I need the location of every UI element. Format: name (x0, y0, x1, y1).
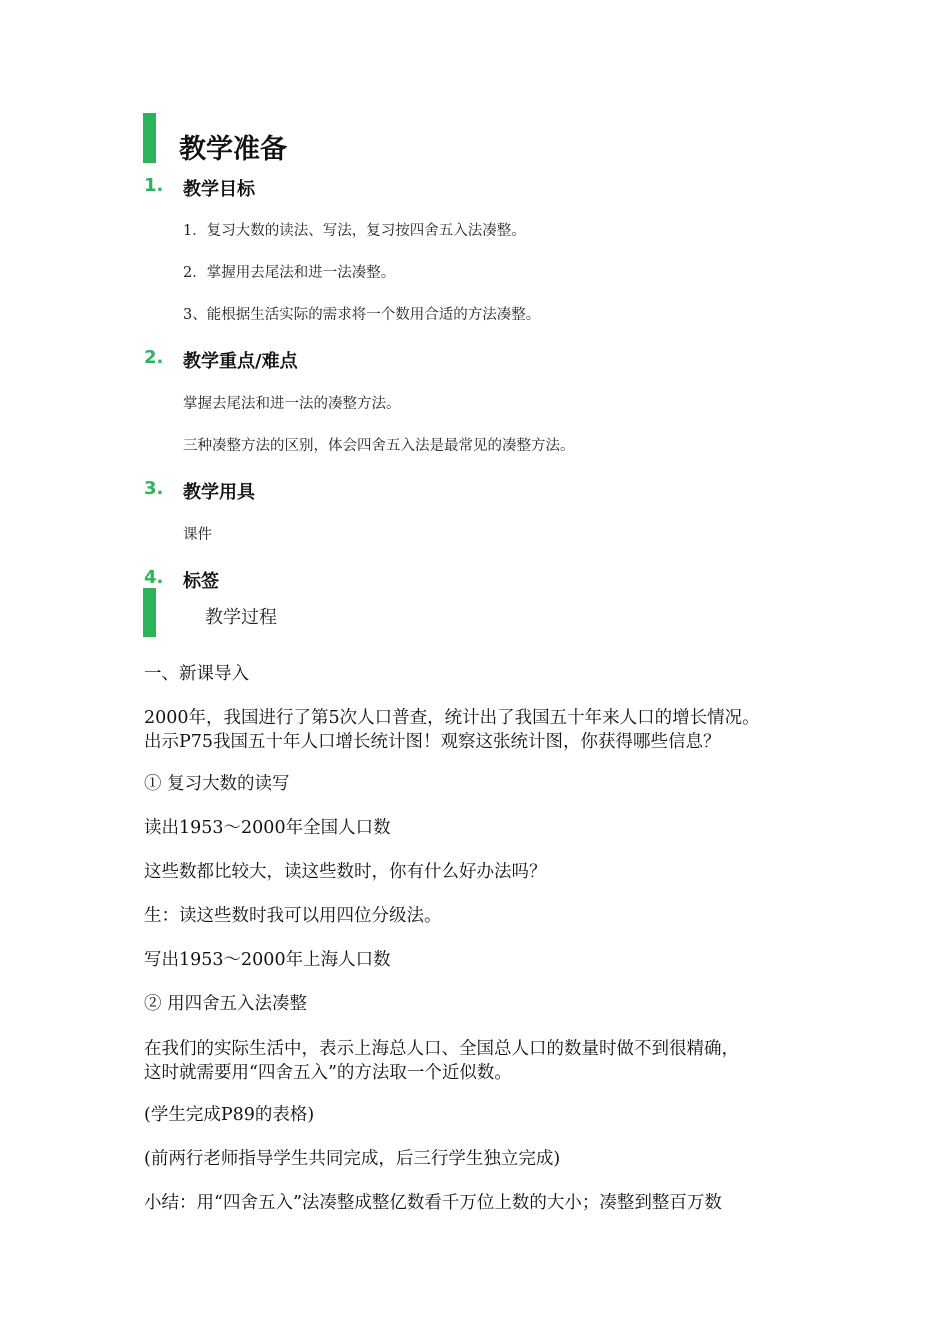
goal-item: 2．掌握用去尾法和进一法凑整。 (183, 265, 396, 281)
body-paragraph: 2000年，我国进行了第5次人口普查，统计出了我国五十年来人口的增长情况。 (144, 708, 760, 728)
body-paragraph: 小结：用“四舍五入”法凑整成整亿数看千万位上数的大小；凑整到整百万数 (144, 1193, 722, 1213)
body-paragraph: 在我们的实际生活中，表示上海总人口、全国总人口的数量时做不到很精确， (144, 1039, 739, 1059)
goal-item: 3、能根据生活实际的需求将一个数用合适的方法凑整。 (183, 307, 541, 323)
section-heading-goals: 教学目标 (183, 179, 255, 200)
goal-item: 1．复习大数的读法、写法，复习按四舍五入法凑整。 (183, 223, 526, 239)
process-title: 教学过程 (205, 607, 277, 628)
body-paragraph: ② 用四舍五入法凑整 (144, 994, 308, 1014)
body-paragraph: ① 复习大数的读写 (144, 774, 290, 794)
body-paragraph: 这时就需要用“四舍五入”的方法取一个近似数。 (144, 1063, 512, 1083)
section-heading-tools: 教学用具 (183, 482, 255, 503)
section-number-1: 1. (144, 175, 164, 196)
body-paragraph: (前两行老师指导学生共同完成，后三行学生独立完成) (144, 1149, 561, 1169)
tools-text: 课件 (183, 527, 212, 543)
keypoint-item: 掌握去尾法和进一法的凑整方法。 (183, 396, 401, 412)
process-accent-bar (143, 588, 156, 637)
body-paragraph: (学生完成P89的表格) (144, 1105, 315, 1125)
body-paragraph: 这些数都比较大，读这些数时，你有什么好办法吗？ (144, 862, 547, 882)
section-heading-keypoints: 教学重点/难点 (183, 351, 298, 372)
body-paragraph: 写出1953～2000年上海人口数 (144, 950, 391, 970)
body-paragraph: 一、新课导入 (144, 664, 249, 684)
title-accent-bar (143, 113, 156, 163)
section-number-4: 4. (144, 567, 164, 588)
section-number-2: 2. (144, 347, 164, 368)
body-paragraph: 读出1953～2000年全国人口数 (144, 818, 391, 838)
body-paragraph: 生：读这些数时我可以用四位分级法。 (144, 906, 442, 926)
section-heading-tags: 标签 (183, 571, 219, 592)
body-paragraph: 出示P75我国五十年人口增长统计图！观察这张统计图，你获得哪些信息？ (144, 732, 721, 752)
page-title: 教学准备 (179, 134, 287, 165)
keypoint-item: 三种凑整方法的区别，体会四舍五入法是最常见的凑整方法。 (183, 438, 575, 454)
section-number-3: 3. (144, 478, 164, 499)
